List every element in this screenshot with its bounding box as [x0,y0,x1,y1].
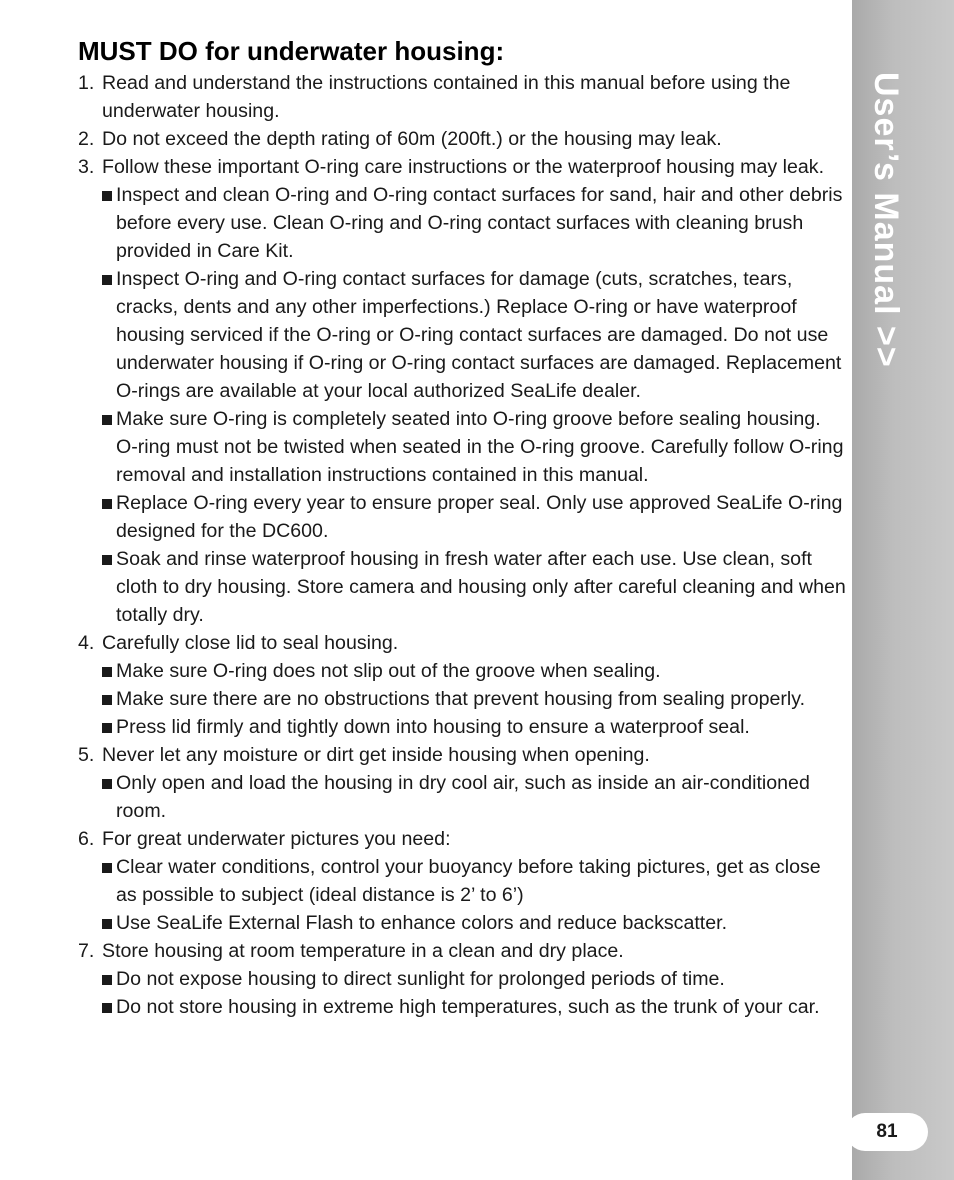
step-item [78,741,846,769]
bullet-text: Use SeaLife External Flash to enhance colors and reduce backscatter. [116,912,728,934]
square-bullet-icon [102,695,112,705]
bullet-item [78,265,846,405]
step-number: 1. [78,72,95,94]
step-item [78,69,846,125]
bullet-item [78,769,846,825]
square-bullet-icon [102,555,112,565]
step-number: 4. [78,632,95,654]
square-bullet-icon [102,499,112,509]
bullet-item [78,713,846,741]
square-bullet-icon [102,723,112,733]
page-number: 81 [846,1113,928,1151]
bullet-item [78,489,846,545]
bullet-item [78,405,846,489]
page-heading: MUST DO for underwater housing: [78,36,505,66]
instruction-list [78,69,846,1021]
bullet-item [78,909,846,937]
square-bullet-icon [102,667,112,677]
square-bullet-icon [102,863,112,873]
step-item [78,629,846,657]
bullet-text: Make sure O-ring is completely seated into O-ring groove before sealing housing. O-ring must not be twisted when seated in the O-ring groove. Carefully follow O-ring removal and installation instructions contained in this manual. [116,408,844,486]
step-number: 5. [78,744,95,766]
square-bullet-icon [102,415,112,425]
step-item [78,825,846,853]
step-number: 6. [78,828,95,850]
bullet-text: Make sure O-ring does not slip out of the groove when sealing. [116,660,661,682]
bullet-text: Inspect and clean O-ring and O-ring contact surfaces for sand, hair and other debris before every use. Clean O-ring and O-ring contact surfaces with cleaning brush provided in Care Kit. [116,184,843,262]
step-number: 7. [78,940,95,962]
bullet-text: Replace O-ring every year to ensure proper seal. Only use approved SeaLife O-ring designed for the DC600. [116,492,843,542]
bullet-item [78,993,846,1021]
bullet-text: Do not store housing in extreme high temperatures, such as the trunk of your car. [116,996,820,1018]
square-bullet-icon [102,975,112,985]
step-text: Read and understand the instructions contained in this manual before using the underwater housing. [102,72,791,122]
bullet-item [78,853,846,909]
step-number: 2. [78,128,95,150]
step-text: Store housing at room temperature in a clean and dry place. [102,940,624,962]
step-item [78,937,846,965]
square-bullet-icon [102,919,112,929]
bullet-text: Soak and rinse waterproof housing in fresh water after each use. Use clean, soft cloth to dry housing. Store camera and housing only after careful cleaning and when totally dry. [116,548,846,626]
step-text: For great underwater pictures you need: [102,828,451,850]
sidebar-title: User’s Manual >> [867,72,905,368]
bullet-item [78,181,846,265]
step-item [78,125,846,153]
step-item [78,153,846,181]
bullet-text: Make sure there are no obstructions that prevent housing from sealing properly. [116,688,806,710]
step-text: Follow these important O-ring care instructions or the waterproof housing may leak. [102,156,825,178]
square-bullet-icon [102,275,112,285]
square-bullet-icon [102,1003,112,1013]
bullet-item [78,657,846,685]
bullet-item [78,685,846,713]
square-bullet-icon [102,191,112,201]
bullet-item [78,545,846,629]
bullet-item [78,965,846,993]
bullet-text: Inspect O-ring and O-ring contact surfaces for damage (cuts, scratches, tears, cracks, dents and any other imperfections.) Replace O-ring or have waterproof housing serviced if the O-ring or O-ring contact surfaces are damaged. Do not use underwater housing if O-ring or O-ring contact surfaces are damaged. Replacement O-rings are available at your local authorized SeaLife dealer. [116,268,842,402]
bullet-text: Press lid firmly and tightly down into housing to ensure a waterproof seal. [116,716,750,738]
bullet-text: Only open and load the housing in dry cool air, such as inside an air-conditioned room. [116,772,810,822]
square-bullet-icon [102,779,112,789]
bullet-text: Clear water conditions, control your buoyancy before taking pictures, get as close as possible to subject (ideal distance is 2’ to 6’) [116,856,821,906]
step-text: Never let any moisture or dirt get inside housing when opening. [102,744,650,766]
bullet-text: Do not expose housing to direct sunlight for prolonged periods of time. [116,968,725,990]
step-number: 3. [78,156,95,178]
step-text: Carefully close lid to seal housing. [102,632,399,654]
step-text: Do not exceed the depth rating of 60m (200ft.) or the housing may leak. [102,128,722,150]
